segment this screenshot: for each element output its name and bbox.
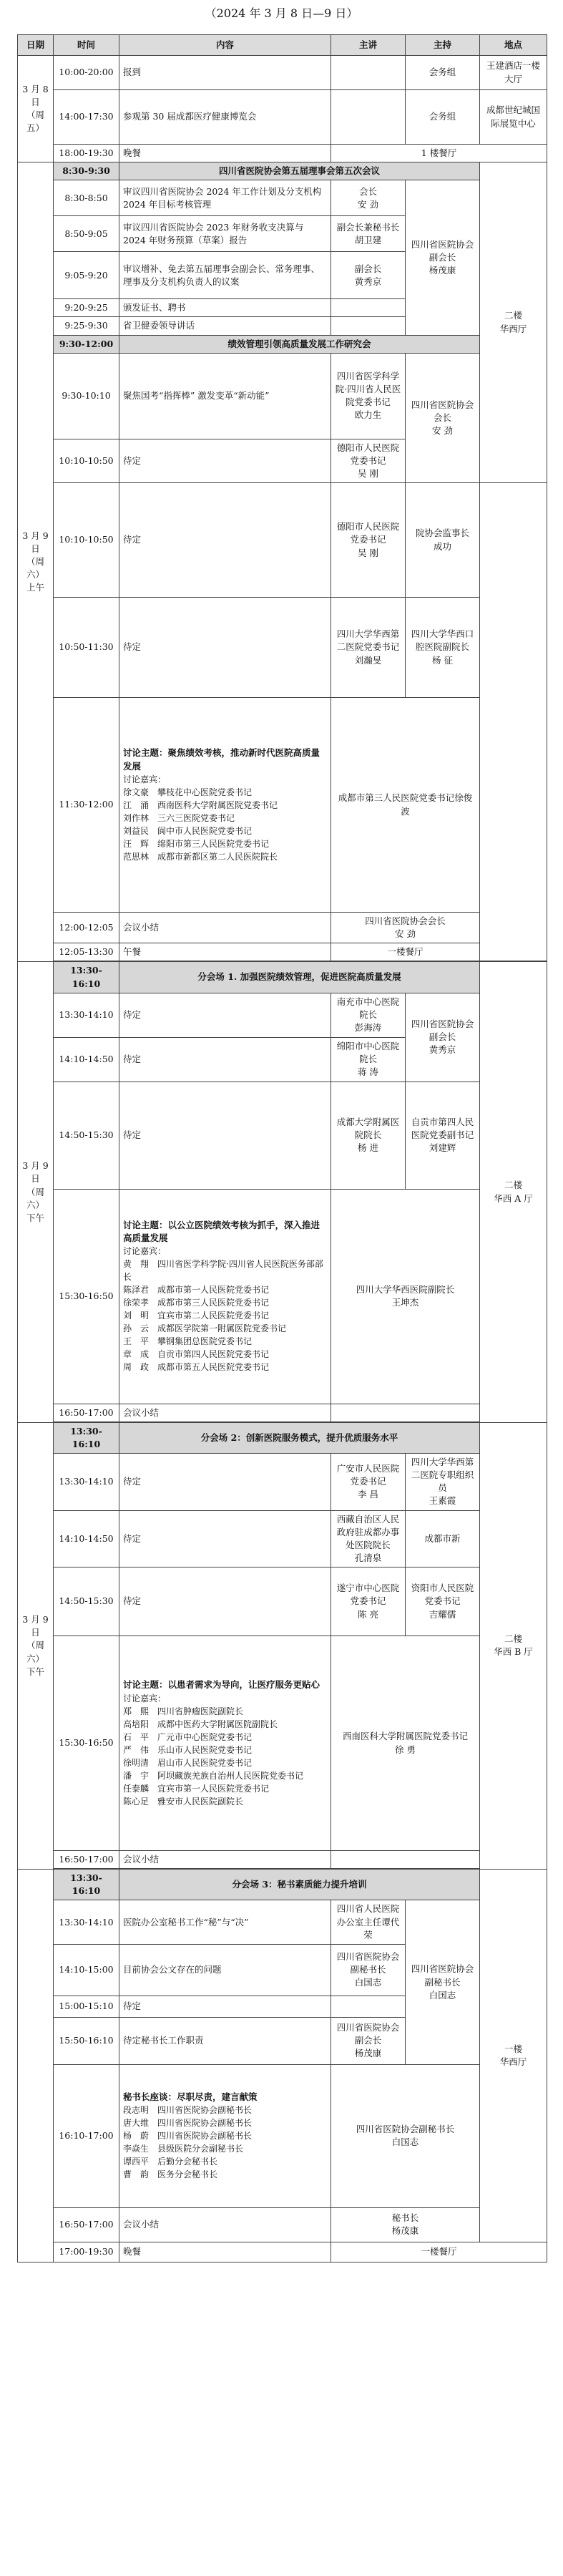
speaker-cell: 副会长 黄秀京: [331, 252, 406, 299]
time-cell: 16:50-17:00: [54, 1851, 119, 1869]
table-row: [18, 180, 547, 216]
speaker-cell: 副会长兼秘书长 胡卫建: [331, 216, 406, 252]
discussion-cell: [119, 698, 331, 913]
place-cell: 1 楼餐厅: [331, 145, 547, 162]
guest-item: 任泰麟 宜宾市第一人民医院党委书记: [123, 1783, 270, 1794]
speaker-cell: 四川省医学科学院·四川省人民医院党委书记 欧力生: [331, 353, 406, 439]
speaker-cell: 成都大学附属医院院长 杨 进: [331, 1082, 406, 1189]
table-row: [18, 90, 547, 145]
guest-item: 曹 韵 医务分会秘书长: [123, 2169, 218, 2180]
section-band: [18, 335, 547, 353]
table-row: [18, 2207, 547, 2242]
place-cell: 二楼 华西厅: [480, 162, 547, 483]
content-cell: 审议四川省医院协会 2024 年工作计划及分支机构 2024 年目标考核管理: [119, 180, 331, 216]
content-cell: 会议小结: [119, 1404, 331, 1421]
content-cell: 目前协会公文存在的问题: [119, 1944, 331, 1996]
time-cell: 12:00-12:05: [54, 913, 119, 943]
agenda-table: [17, 34, 547, 2262]
table-row: [18, 2064, 547, 2207]
table-row: [18, 145, 547, 162]
table-row: [18, 1568, 547, 1636]
time-cell: 9:30-10:10: [54, 353, 119, 439]
time-cell: 12:05-13:30: [54, 943, 119, 961]
time-cell: 14:10-14:50: [54, 1510, 119, 1568]
place-cell: 一楼餐厅: [331, 943, 480, 961]
time-cell: 14:50-15:30: [54, 1568, 119, 1636]
content-cell: 待定: [119, 1037, 331, 1082]
host-cell: 院协会监事长 成功: [406, 483, 480, 598]
header-date: 日期: [18, 35, 54, 56]
date-cell: 3 月 9 日 （周六） 下午: [18, 962, 54, 1422]
time-cell: 9:05-9:20: [54, 252, 119, 299]
discussion-topic: 讨论主题：以患者需求为导向，让医疗服务更贴心: [123, 1679, 320, 1691]
time-cell: 16:50-17:00: [54, 1404, 119, 1421]
time-cell: 11:30-12:00: [54, 698, 119, 913]
table-row: [18, 993, 547, 1037]
header-time: 时间: [54, 35, 119, 56]
guest-item: 唐大维 四川省医院协会副秘书长: [123, 2118, 253, 2129]
content-cell: 省卫健委领导讲话: [119, 317, 331, 335]
header-content: 内容: [119, 35, 331, 56]
content-cell: 待定秘书长工作职责: [119, 2017, 331, 2064]
time-cell: 17:00-19:30: [54, 2242, 119, 2262]
time-cell: 10:00-20:00: [54, 56, 119, 90]
host-cell: 资阳市人民医院党委书记 吉耀儒: [406, 1568, 480, 1636]
table-row: [18, 1900, 547, 1944]
guest-item: 陈泽君 成都市第一人民医院党委书记: [123, 1285, 270, 1296]
speaker-cell: 成都市第三人民医院党委书记徐俊波: [331, 698, 480, 913]
speaker-cell: 四川省医院协会副秘书长 白国志: [331, 2064, 480, 2207]
speaker-cell: 南充市中心医院院长 彭海涛: [331, 993, 406, 1037]
speaker-cell: 四川省医院协会副秘书长 白国志: [331, 1944, 406, 1996]
content-cell: 审议四川省医院协会 2023 年财务收支决算与 2024 年财务预算（草案）报告: [119, 216, 331, 252]
table-row: [18, 1510, 547, 1568]
speaker-cell: 西南医科大学附属医院党委书记 徐 勇: [331, 1636, 480, 1851]
content-cell: 会议小结: [119, 2207, 331, 2242]
content-cell: 会议小结: [119, 913, 331, 943]
guest-item: 汪 辉 绵阳市第三人民医院党委书记: [123, 838, 270, 849]
content-cell: 待定: [119, 483, 331, 598]
speaker-cell: 会长 安 劲: [331, 180, 406, 216]
content-cell: 晚餐: [119, 145, 331, 162]
guest-item: 江 涌 西南医科大学附属医院党委书记: [123, 799, 278, 810]
time-cell: 9:30-12:00: [54, 335, 119, 353]
table-row: [18, 1851, 547, 1869]
host-cell: 四川大学华西第二医院专职组织员 王素霞: [406, 1454, 480, 1511]
section-title: 分会场 1. 加强医院绩效管理，促进医院高质量发展: [119, 962, 480, 993]
guest-item: 徐文豪 攀枝花中心医院党委书记: [123, 787, 253, 797]
discussion-cell: [119, 1636, 331, 1851]
host-cell: 四川省医院协会副会长 黄秀京: [406, 993, 480, 1082]
content-cell: 待定: [119, 1568, 331, 1636]
speaker-cell: 四川大学华西第二医院党委书记 刘瀚旻: [331, 598, 406, 698]
place-cell: 一楼餐厅: [331, 2242, 547, 2262]
speaker-cell: 四川省医院协会副会长 杨茂康: [331, 2017, 406, 2064]
guest-item: 段志明 四川省医院协会副秘书长: [123, 2105, 253, 2116]
guest-item: 范思林 成都市新都区第二人民医院院长: [123, 851, 278, 862]
time-cell: 13:30-14:10: [54, 1454, 119, 1511]
date-cell: 3 月 9 日 （周六） 上午: [18, 162, 54, 962]
time-cell: 14:10-15:00: [54, 1944, 119, 1996]
guest-item: 陈心足 雅安市人民医院副院长: [123, 1796, 244, 1807]
host-cell: 自贡市第四人民医院党委副书记 刘建辉: [406, 1082, 480, 1189]
speaker-cell: 四川大学华西医院副院长 王坤杰: [331, 1189, 480, 1404]
place-cell: 王建酒店一楼大厅: [480, 56, 547, 90]
guests-label: 讨论嘉宾：: [123, 774, 167, 784]
time-cell: 10:10-10:50: [54, 439, 119, 482]
content-cell: 待定: [119, 439, 331, 482]
content-cell: 待定: [119, 1996, 331, 2017]
time-cell: 15:30-16:50: [54, 1189, 119, 1404]
content-cell: 会议小结: [119, 1851, 331, 1869]
host-cell: 四川省医院协会副秘书长 白国志: [406, 1900, 480, 2064]
host-cell: 成都市新: [406, 1510, 480, 1568]
discussion-topic: 讨论主题：以公立医院绩效考核为抓手，深入推进高质量发展: [123, 1220, 320, 1244]
section-title: 绩效管理引领高质量发展工作研究会: [119, 335, 480, 353]
speaker-cell: 四川省人民医院办公室主任谭代荣: [331, 1900, 406, 1944]
host-cell: 四川大学华西口腔医院副院长 杨 征: [406, 598, 480, 698]
guest-item: 杨 蔚 四川省医院协会副秘书长: [123, 2131, 253, 2142]
place-cell: 一楼 华西厅: [480, 1870, 547, 2242]
guest-item: 徐荣孝 成都市第三人民医院党委书记: [123, 1298, 270, 1308]
content-cell: 待定: [119, 1454, 331, 1511]
speaker-cell: 广安市人民医院党委书记 李 昌: [331, 1454, 406, 1511]
time-cell: 9:25-9:30: [54, 317, 119, 335]
content-cell: 医院办公室秘书工作“秘”与“决”: [119, 1900, 331, 1944]
discussion-topic: 讨论主题：聚焦绩效考核，推动新时代医院高质量发展: [123, 747, 320, 772]
time-cell: 13:30-14:10: [54, 993, 119, 1037]
time-cell: 13:30-16:10: [54, 1870, 119, 1900]
guest-item: 李焱生 县级医院分会副秘书长: [123, 2144, 244, 2154]
header-place: 地点: [480, 35, 547, 56]
section-band: [18, 1870, 547, 1900]
guest-item: 黄 翔 四川省医学科学院·四川省人民医院医务部部长: [123, 1259, 323, 1283]
agenda-sheet: [17, 34, 547, 2262]
time-cell: 10:50-11:30: [54, 598, 119, 698]
content-cell: 待定: [119, 1510, 331, 1568]
content-cell: 参观第 30 届成都医疗健康博览会: [119, 90, 331, 145]
table-row: [18, 698, 547, 913]
host-cell: 会务组: [406, 90, 480, 145]
discussion-cell: [119, 1189, 331, 1404]
time-cell: 9:20-9:25: [54, 299, 119, 317]
guests-label: 讨论嘉宾：: [123, 1246, 167, 1257]
place-cell: 成都世纪城国际展览中心: [480, 90, 547, 145]
section-title: 分会场 3：秘书素质能力提升培训: [119, 1870, 480, 1900]
guest-item: 潘 宇 阿坝藏族羌族自治州人民医院党委书记: [123, 1770, 304, 1781]
time-cell: 8:30-9:30: [54, 162, 119, 180]
table-row: [18, 1404, 547, 1421]
section-band: [18, 962, 547, 993]
guest-item: 郑 熙 四川省肿瘤医院副院长: [123, 1706, 244, 1716]
content-cell: 待定: [119, 993, 331, 1037]
guest-item: 徐明清 眉山市人民医院党委书记: [123, 1757, 253, 1768]
header-host: 主持: [406, 35, 480, 56]
table-row: [18, 598, 547, 698]
content-cell: 午餐: [119, 943, 331, 961]
table-row: [18, 1454, 547, 1511]
table-row: [18, 2242, 547, 2262]
guest-item: 章 成 自贡市第四人民医院党委书记: [123, 1349, 270, 1360]
guest-item: 王 平 攀钢集团总医院党委书记: [123, 1336, 253, 1347]
time-cell: 13:30-16:10: [54, 962, 119, 993]
speaker-cell: 秘书长 杨茂康: [331, 2207, 480, 2242]
guest-item: 刘作林 三六三医院党委书记: [123, 812, 235, 823]
table-row: [18, 913, 547, 943]
content-cell: 审议增补、免去第五届理事会副会长、常务理事、理事及分支机构负责人的议案: [119, 252, 331, 299]
header-speaker: 主讲: [331, 35, 406, 56]
table-header-row: [18, 35, 547, 56]
section-title: 分会场 2：创新医院服务模式，提升优质服务水平: [119, 1422, 480, 1453]
date-cell: 3 月 8 日 （周五）: [18, 56, 54, 162]
document-title: （2024 年 3 月 8 日—9 日）: [205, 6, 358, 20]
content-cell: 晚餐: [119, 2242, 331, 2262]
table-row: [18, 1636, 547, 1851]
table-row: [18, 1189, 547, 1404]
section-band: [18, 162, 547, 180]
speaker-cell: 四川省医院协会会长 安 劲: [331, 913, 480, 943]
content-cell: 聚焦国考“指挥棒” 激发变革“新动能”: [119, 353, 331, 439]
guest-item: 高培阳 成都中医药大学附属医院副院长: [123, 1719, 278, 1729]
table-row: [18, 483, 547, 598]
section-title: 四川省医院协会第五届理事会第五次会议: [119, 162, 480, 180]
time-cell: 14:00-17:30: [54, 90, 119, 145]
place-cell: 二楼 华西 A 厅: [480, 962, 547, 1422]
section-band: [18, 1422, 547, 1453]
content-cell: 待定: [119, 598, 331, 698]
guest-item: 严 伟 乐山市人民医院党委书记: [123, 1744, 253, 1755]
guest-item: 周 政 成都市第五人民医院党委书记: [123, 1362, 270, 1373]
time-cell: 8:30-8:50: [54, 180, 119, 216]
time-cell: 13:30-16:10: [54, 1422, 119, 1453]
table-row: [18, 56, 547, 90]
time-cell: 8:50-9:05: [54, 216, 119, 252]
host-cell: 会务组: [406, 56, 480, 90]
guest-item: 石 平 广元市中心医院党委书记: [123, 1731, 253, 1742]
content-cell: 报到: [119, 56, 331, 90]
time-cell: 15:50-16:10: [54, 2017, 119, 2064]
time-cell: 14:50-15:30: [54, 1082, 119, 1189]
time-cell: 15:30-16:50: [54, 1636, 119, 1851]
speaker-cell: 德阳市人民医院党委书记 吴 刚: [331, 483, 406, 598]
guest-item: 刘益民 阆中市人民医院党委书记: [123, 825, 253, 836]
time-cell: 15:00-15:10: [54, 1996, 119, 2017]
speaker-cell: 绵阳市中心医院院长 蒋 涛: [331, 1037, 406, 1082]
table-row: [18, 1082, 547, 1189]
speaker-cell: 遂宁市中心医院党委书记 陈 亮: [331, 1568, 406, 1636]
guest-item: 刘 明 宜宾市第二人民医院党委书记: [123, 1311, 270, 1321]
content-cell: 颁发证书、聘书: [119, 299, 331, 317]
time-cell: 18:00-19:30: [54, 145, 119, 162]
discussion-cell: [119, 2064, 331, 2207]
time-cell: 16:50-17:00: [54, 2207, 119, 2242]
host-cell: 四川省医院协会会长 安 劲: [406, 353, 480, 482]
place-cell: 二楼 华西 B 厅: [480, 1422, 547, 1869]
table-row: [18, 943, 547, 961]
host-cell: 四川省医院协会副会长 杨茂康: [406, 180, 480, 335]
time-cell: 16:10-17:00: [54, 2064, 119, 2207]
guests-label: 讨论嘉宾：: [123, 1693, 167, 1703]
date-cell: 3 月 9 日 （周六） 下午: [18, 1422, 54, 1869]
time-cell: 14:10-14:50: [54, 1037, 119, 1082]
time-cell: 13:30-14:10: [54, 1900, 119, 1944]
speaker-cell: 西藏自治区人民政府驻成都办事处医院院长 孔清泉: [331, 1510, 406, 1568]
guest-item: 谭西平 后勤分会秘书长: [123, 2157, 218, 2167]
table-row: [18, 353, 547, 439]
speaker-cell: 德阳市人民医院党委书记 吴 刚: [331, 439, 406, 482]
discussion-topic: 秘书长座谈：尽职尽责，建言献策: [123, 2091, 258, 2103]
guest-item: 孙 云 成都医学院第一附属医院党委书记: [123, 1323, 287, 1334]
time-cell: 10:10-10:50: [54, 483, 119, 598]
content-cell: 待定: [119, 1082, 331, 1189]
